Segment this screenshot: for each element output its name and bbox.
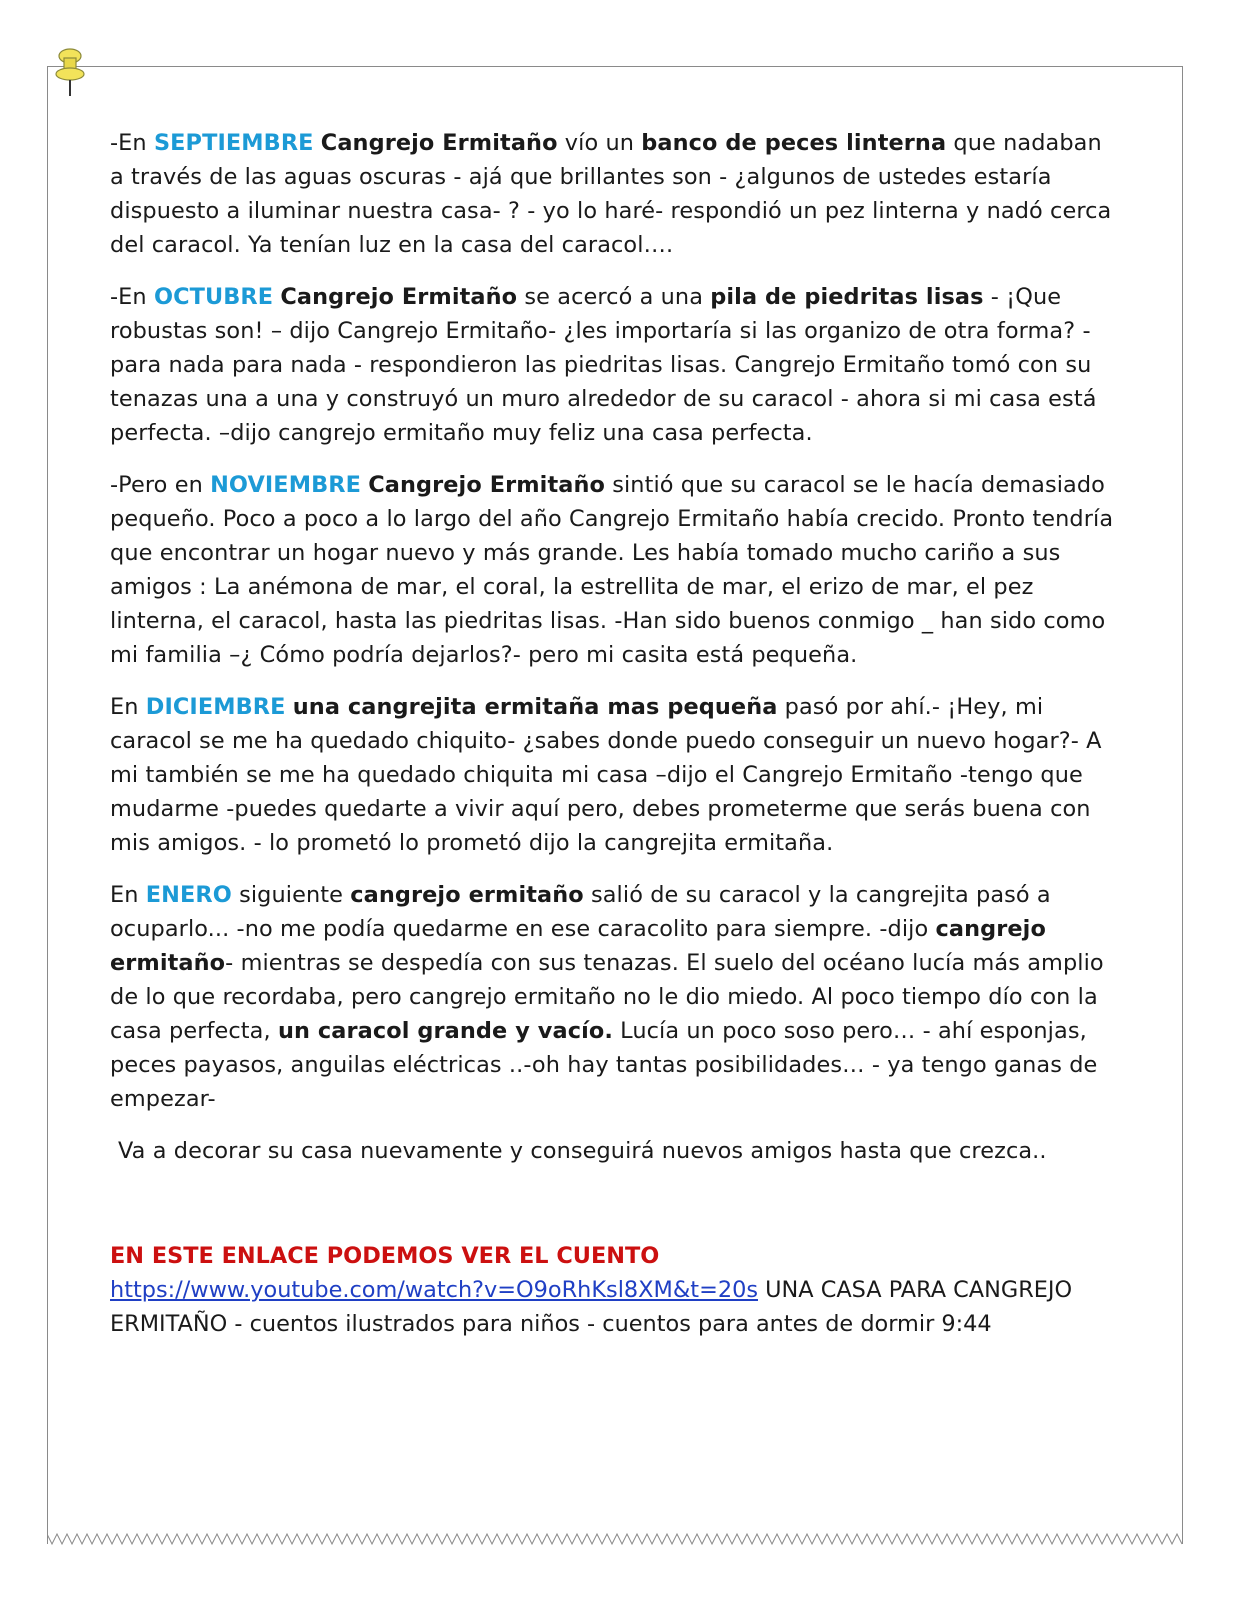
text-span: En	[110, 694, 146, 720]
text-span: salió de su caracol y la cangrejita pasó a ocuparlo... -no me podía quedarme en ese caracolito para siempre. -dijo	[110, 882, 1051, 942]
text-span	[286, 694, 293, 720]
text-span: En	[110, 882, 146, 908]
bold-text: un caracol grande y vacío.	[277, 1018, 613, 1044]
month-label: ENERO	[145, 882, 232, 908]
story-paragraph	[110, 280, 1120, 450]
bold-text: Cangrejo Ermitaño	[280, 284, 518, 310]
bold-text: pila de piedritas lisas	[710, 284, 984, 310]
text-span: -En	[110, 130, 154, 156]
bold-text: banco de peces linterna	[641, 130, 947, 156]
text-span: pasó por ahí.- ¡Hey, mi caracol se me ha quedado chiquito- ¿sabes donde puedo conseguir un nuevo hogar?- A mi también se me ha quedado chiquita mi casa –dijo el Cangrejo Ermitaño -tengo que mudarme -puedes quedarte a vivir aquí pero, debes prometerme que serás buena con mis amigos. - lo prometó lo prometó dijo la cangrejita ermitaña.	[110, 694, 1102, 856]
text-span: que nadaban a través de las aguas oscuras - ajá que brillantes son - ¿algunos de ustedes estaría dispuesto a iluminar nuestra casa- ? - yo lo haré- respondió un pez linterna y nadó cerca del caracol. Ya tenían luz en la casa del caracol….	[110, 130, 1112, 258]
story-paragraph	[110, 468, 1120, 672]
text-span: se acercó a una	[517, 284, 711, 310]
bold-text: Cangrejo Ermitaño	[368, 472, 605, 498]
text-span: Lucía un poco soso pero… - ahí esponjas, peces payasos, anguilas eléctricas ..-oh hay tantas posibilidades… - ya tengo ganas de empezar-	[110, 1018, 1098, 1112]
month-label: NOVIEMBRE	[210, 472, 361, 498]
text-span	[314, 130, 321, 156]
pushpin-icon	[52, 46, 88, 98]
month-label: OCTUBRE	[153, 284, 274, 310]
text-span: -En	[110, 284, 154, 310]
link-heading: EN ESTE ENLACE PODEMOS VER EL CUENTO	[110, 1243, 660, 1269]
text-span: - ¡Que robustas son! – dijo Cangrejo Ermitaño- ¿les importaría si las organizo de otra forma? - para nada para nada - respondieron las piedritas lisas. Cangrejo Ermitaño tomó con su tenazas una a una y construyó un muro alrededor de su caracol - ahora si mi casa está perfecta. –dijo cangrejo ermitaño muy feliz una casa perfecta.	[110, 284, 1097, 446]
story-paragraph	[110, 690, 1120, 860]
text-span: siguiente	[231, 882, 351, 908]
month-label: SEPTIEMBRE	[153, 130, 314, 156]
video-link-section	[110, 1239, 1120, 1341]
story-body	[110, 126, 1120, 1186]
text-span: -Pero en	[110, 472, 211, 498]
bold-text: cangrejo ermitaño	[350, 882, 584, 908]
month-label: DICIEMBRE	[145, 694, 286, 720]
story-paragraph	[110, 126, 1120, 262]
story-paragraph	[110, 878, 1120, 1116]
bold-text: cangrejo ermitaño	[110, 916, 1046, 976]
closing-line: Va a decorar su casa nuevamente y conseguirá nuevos amigos hasta que crezca..	[118, 1138, 1047, 1164]
bold-text: Cangrejo Ermitaño	[320, 130, 558, 156]
torn-edge-border	[47, 1530, 1185, 1552]
text-span: - mientras se despedía con sus tenazas. El suelo del océano lucía más amplio de lo que recordaba, pero cangrejo ermitaño no le dio miedo. Al poco tiempo dío con la casa perfecta,	[110, 950, 1104, 1044]
text-span: vío un	[557, 130, 642, 156]
text-span: sintió que su caracol se le hacía demasiado pequeño. Poco a poco a lo largo del año Cangrejo Ermitaño había crecido. Pronto tendría que encontrar un hogar nuevo y más grande. Les había tomado mucho cariño a sus amigos : La anémona de mar, el coral, la estrellita de mar, el erizo de mar, el pez linterna, el caracol, hasta las piedritas lisas. -Han sido buenos conmigo _ han sido como mi familia –¿ Cómo podría dejarlos?- pero mi casita está pequeña.	[110, 472, 1114, 668]
video-description: UNA CASA PARA CANGREJO ERMITAÑO - cuentos ilustrados para niños - cuentos para antes de dormir 9:44	[110, 1277, 1073, 1337]
bold-text: una cangrejita ermitaña mas pequeña	[292, 694, 778, 720]
youtube-link[interactable]: https://www.youtube.com/watch?v=O9oRhKsl8XM&t=20s	[110, 1277, 758, 1303]
link-line	[110, 1273, 1120, 1341]
